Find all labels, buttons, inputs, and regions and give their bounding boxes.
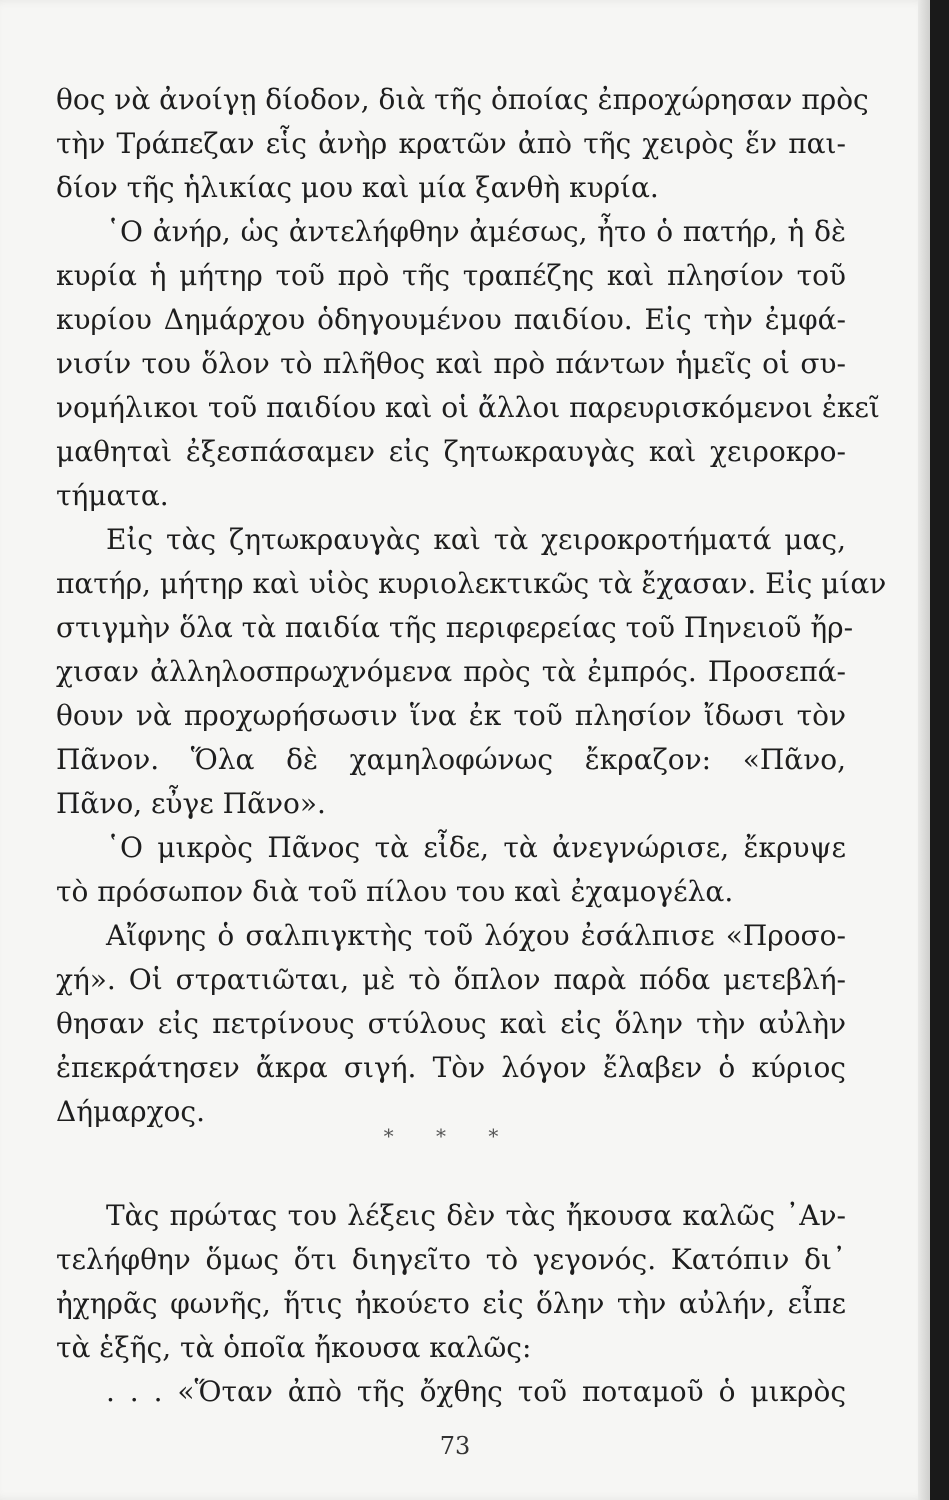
text-line: ῾Ο μικρὸς Πᾶνος τὰ εἶδε, τὰ ἀνεγνώρισε, ἔκρυψε [106,831,846,864]
body-text-continued [56,1194,846,1414]
text-line: Εἰς τὰς ζητωκραυγὰς καὶ τὰ χειροκροτήματά μας, [106,523,846,556]
text-line: ῾Ο ἀνήρ, ὡς ἀντελήφθην ἀμέσως, ἦτο ὁ πατήρ, ἡ δὲ [106,215,846,248]
text-line: θησαν εἰς πετρίνους στύλους καὶ εἰς ὅλην τὴν αὐλὴν [56,1007,846,1040]
text-line: Δήμαρχος. [56,1095,205,1128]
text-line: νισίν του ὅλον τὸ πλῆθος καὶ πρὸ πάντων ἡμεῖς οἱ συ- [56,347,846,380]
text-line: τὰ ἑξῆς, τὰ ὁποῖα ἤκουσα καλῶς: [56,1331,532,1364]
text-line: Πᾶνον. Ὅλα δὲ χαμηλοφώνως ἔκραζον: «Πᾶνο, [56,743,846,776]
text-line: τὴν Τράπεζαν εἷς ἀνὴρ κρατῶν ἀπὸ τῆς χειρὸς ἕν παι- [56,127,846,160]
page-edge-shadow [918,0,930,1500]
section-separator: * * * [383,1124,517,1148]
text-line: θουν νὰ προχωρήσωσιν ἵνα ἐκ τοῦ πλησίον ἴδωσι τὸν [56,699,846,732]
text-line: Τὰς πρώτας του λέξεις δὲν τὰς ἤκουσα καλῶς ᾿Αν- [106,1199,846,1232]
text-line: τὸ πρόσωπον διὰ τοῦ πίλου του καὶ ἐχαμογέλα. [56,875,734,908]
text-line: . . . «Ὅταν ἀπὸ τῆς ὄχθης τοῦ ποταμοῦ ὁ μικρὸς [106,1375,846,1408]
body-text [56,78,887,1134]
text-line: θος νὰ ἀνοίγῃ δίοδον, διὰ τῆς ὁποίας ἐπροχώρησαν πρὸς [56,83,869,116]
text-line: δίον τῆς ἡλικίας μου καὶ μία ξανθὴ κυρία. [56,171,659,204]
text-line: νομήλικοι τοῦ παιδίου καὶ οἱ ἄλλοι παρευρισκόμενοι ἐκεῖ [56,391,880,424]
text-line: χισαν ἀλληλοσπρωχνόμενα πρὸς τὰ ἐμπρός. Προσεπά- [56,655,846,688]
text-line: Πᾶνο, εὖγε Πᾶνο». [56,787,326,820]
text-line: χή». Οἱ στρατιῶται, μὲ τὸ ὅπλον παρὰ πόδα μετεβλή- [56,963,846,996]
text-line: μαθηταὶ ἐξεσπάσαμεν εἰς ζητωκραυγὰς καὶ χειροκρο- [56,435,846,468]
text-line: πατήρ, μήτηρ καὶ υἱὸς κυριολεκτικῶς τὰ ἔχασαν. Εἰς μίαν [56,567,887,600]
text-line: Αἴφνης ὁ σαλπιγκτὴς τοῦ λόχου ἐσάλπισε «Προσο- [106,919,846,952]
text-line: τήματα. [56,479,169,512]
text-line: κυρίου Δημάρχου ὁδηγουμένου παιδίου. Εἰς τὴν ἐμφά- [56,303,846,336]
text-line: κυρία ἡ μήτηρ τοῦ πρὸ τῆς τραπέζης καὶ πλησίον τοῦ [56,259,846,292]
text-line: ἠχηρᾶς φωνῆς, ἥτις ἠκούετο εἰς ὅλην τὴν αὐλήν, εἶπε [56,1287,846,1320]
page-number: 73 [439,1432,471,1460]
text-line: τελήφθην ὅμως ὅτι διηγεῖτο τὸ γεγονός. Κατόπιν δι᾿ [56,1243,846,1276]
text-line: ἐπεκράτησεν ἄκρα σιγή. Τὸν λόγον ἔλαβεν ὁ κύριος [56,1051,846,1084]
text-line: στιγμὴν ὅλα τὰ παιδία τῆς περιφερείας τοῦ Πηνειοῦ ἤρ- [56,611,854,644]
